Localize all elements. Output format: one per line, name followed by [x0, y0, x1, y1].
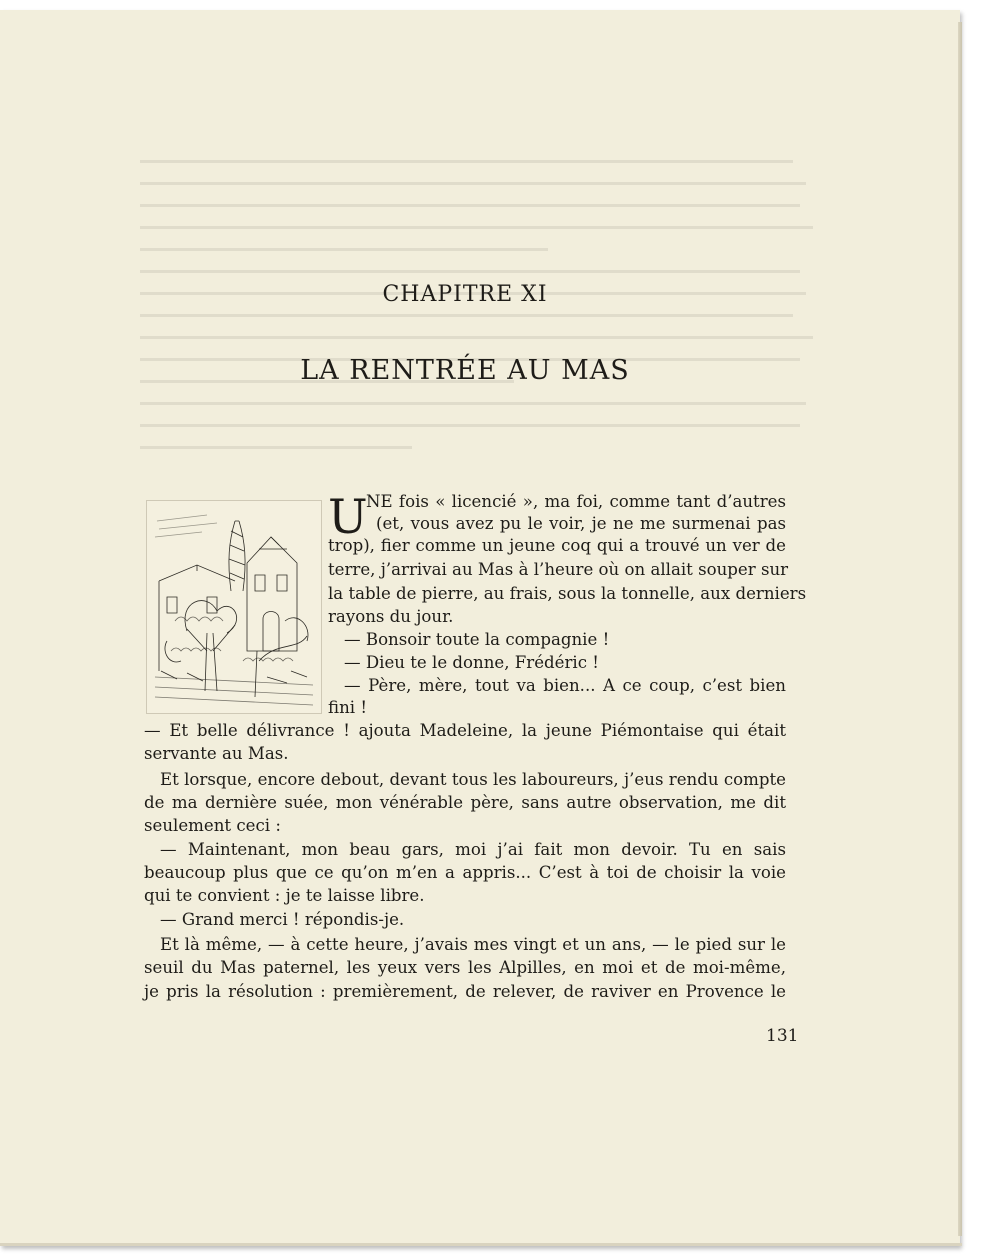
text-line: seuil du Mas paternel, les yeux vers les Alpilles, en moi et de moi-même, [144, 958, 786, 977]
etching-illustration [146, 500, 322, 714]
text-line: trop), fier comme un jeune coq qui a trouvé un ver de [328, 536, 786, 555]
page-number: 131 [766, 1026, 799, 1046]
text-line: servante au Mas. [144, 744, 289, 763]
house-etching-icon [147, 501, 321, 713]
text-line: Et lorsque, encore debout, devant tous les laboureurs, j’eus rendu compte [160, 770, 786, 789]
text-line: — Dieu te le donne, Frédéric ! [344, 653, 599, 672]
chapter-number: CHAPITRE XI [382, 282, 548, 307]
text-line: je pris la résolution : premièrement, de relever, de raviver en Provence le [144, 982, 786, 1001]
text-line: Et là même, — à cette heure, j’avais mes vingt et un ans, — le pied sur le [160, 935, 786, 954]
text-line: — Et belle délivrance ! ajouta Madeleine, la jeune Piémontaise qui était [144, 721, 786, 740]
text-line: seulement ceci : [144, 816, 281, 835]
text-line: — Grand merci ! répondis-je. [160, 910, 405, 929]
text-line: rayons du jour. [328, 607, 454, 626]
text-line: beaucoup plus que ce qu’on m’en a appris... C’est à toi de choisir la voie [144, 863, 786, 882]
page-edge [958, 22, 962, 1236]
text-line: la table de pierre, au frais, sous la tonnelle, aux derniers [328, 584, 807, 603]
text-line: fini ! [328, 698, 368, 717]
text-line: de ma dernière suée, mon vénérable père, sans autre observation, me dit [144, 793, 786, 812]
drop-cap: U [328, 490, 368, 545]
text-line: NE fois « licencié », ma foi, comme tant d’autres [366, 492, 786, 511]
text-line: — Père, mère, tout va bien... A ce coup, c’est bien [344, 676, 786, 695]
text-line: — Bonsoir toute la compagnie ! [344, 630, 610, 649]
chapter-title: LA RENTRÉE AU MAS [300, 355, 630, 386]
text-line: terre, j’arrivai au Mas à l’heure où on allait souper sur [328, 560, 789, 579]
page-edge-bottom [0, 1243, 962, 1246]
text-line: qui te convient : je te laisse libre. [144, 886, 425, 905]
book-page [0, 10, 960, 1246]
text-line: — Maintenant, mon beau gars, moi j’ai fait mon devoir. Tu en sais [160, 840, 786, 859]
text-line: (et, vous avez pu le voir, je ne me surmenai pas [376, 514, 786, 533]
